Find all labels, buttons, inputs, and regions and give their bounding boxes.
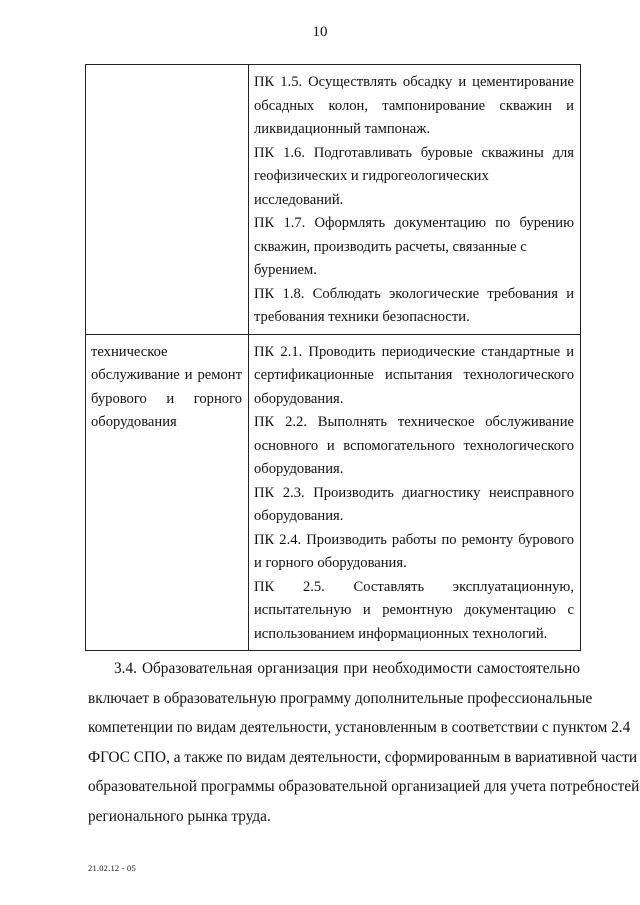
competency-line: ПК 1.6. Подготавливать буровые скважины для bbox=[254, 144, 574, 161]
competencies-table bbox=[85, 64, 581, 651]
table-row bbox=[86, 65, 581, 335]
competency-line: ПК 2.3. Производить диагностику неисправного bbox=[254, 484, 574, 501]
competency-line: ПК 2.2. Выполнять техническое обслуживание bbox=[254, 414, 574, 430]
competency-line: обсадных колон, тампонирование скважин и bbox=[254, 97, 574, 114]
activity-line: обслуживание и ремонт bbox=[91, 367, 242, 383]
competency-line: и горного оборудования. bbox=[254, 555, 407, 571]
competency-line: исследований. bbox=[254, 191, 344, 208]
competency-line: ПК 2.5. Составлять эксплуатационную, bbox=[254, 578, 574, 595]
competency-line: требования техники безопасности. bbox=[254, 309, 470, 325]
competency-line: ПК 1.8. Соблюдать экологические требования и bbox=[254, 285, 574, 302]
competency-line: ПК 2.1. Проводить периодические стандартные и bbox=[254, 343, 574, 360]
competency-line: оборудования. bbox=[254, 461, 344, 477]
paragraph-line: включает в образовательную программу дополнительные профессиональные bbox=[88, 689, 593, 707]
competency-line: ПК 2.4. Производить работы по ремонту бурового bbox=[254, 531, 574, 548]
paragraph-line: 3.4. Образовательная организация при необходимости самостоятельно bbox=[114, 660, 580, 677]
footer-code: 21.02.12 - 05 bbox=[88, 863, 136, 873]
page-number: 10 bbox=[312, 24, 328, 40]
competency-line: оборудования. bbox=[254, 390, 344, 407]
activity-line: бурового и горного bbox=[91, 390, 242, 407]
competency-line: бурением. bbox=[254, 262, 317, 278]
competency-line: ликвидационный тампонаж. bbox=[254, 121, 430, 137]
paragraph-line: регионального рынка труда. bbox=[88, 807, 271, 825]
competency-line: сертификационные испытания технологического bbox=[254, 367, 574, 383]
competency-line: использованием информационных технологий. bbox=[254, 625, 548, 642]
competency-line: испытательную и ремонтную документацию с bbox=[254, 602, 574, 618]
body-paragraph bbox=[88, 654, 640, 831]
table-row bbox=[86, 334, 581, 651]
competencies-cell bbox=[249, 334, 581, 651]
activity-line: оборудования bbox=[91, 414, 177, 430]
competency-line: скважин, производить расчеты, связанные с bbox=[254, 238, 527, 255]
competency-line: геофизических и гидрогеологических bbox=[254, 168, 489, 184]
competencies-cell bbox=[249, 65, 581, 335]
competency-line: ПК 1.5. Осуществлять обсадку и цементирование bbox=[254, 74, 574, 90]
activity-line: техническое bbox=[91, 343, 168, 360]
paragraph-line: образовательной программы образовательной организацией для учета потребностей bbox=[88, 778, 640, 795]
activity-cell bbox=[86, 334, 249, 651]
paragraph-line: ФГОС СПО, а также по видам деятельности, сформированным в вариативной части bbox=[88, 748, 638, 766]
competency-line: ПК 1.7. Оформлять документацию по бурению bbox=[254, 215, 574, 231]
paragraph-line: компетенции по видам деятельности, установленным в соответствии с пунктом 2.4 bbox=[88, 719, 631, 736]
competency-line: оборудования. bbox=[254, 508, 344, 524]
competency-line: основного и вспомогательного технологического bbox=[254, 437, 574, 454]
activity-cell-empty bbox=[86, 65, 249, 335]
